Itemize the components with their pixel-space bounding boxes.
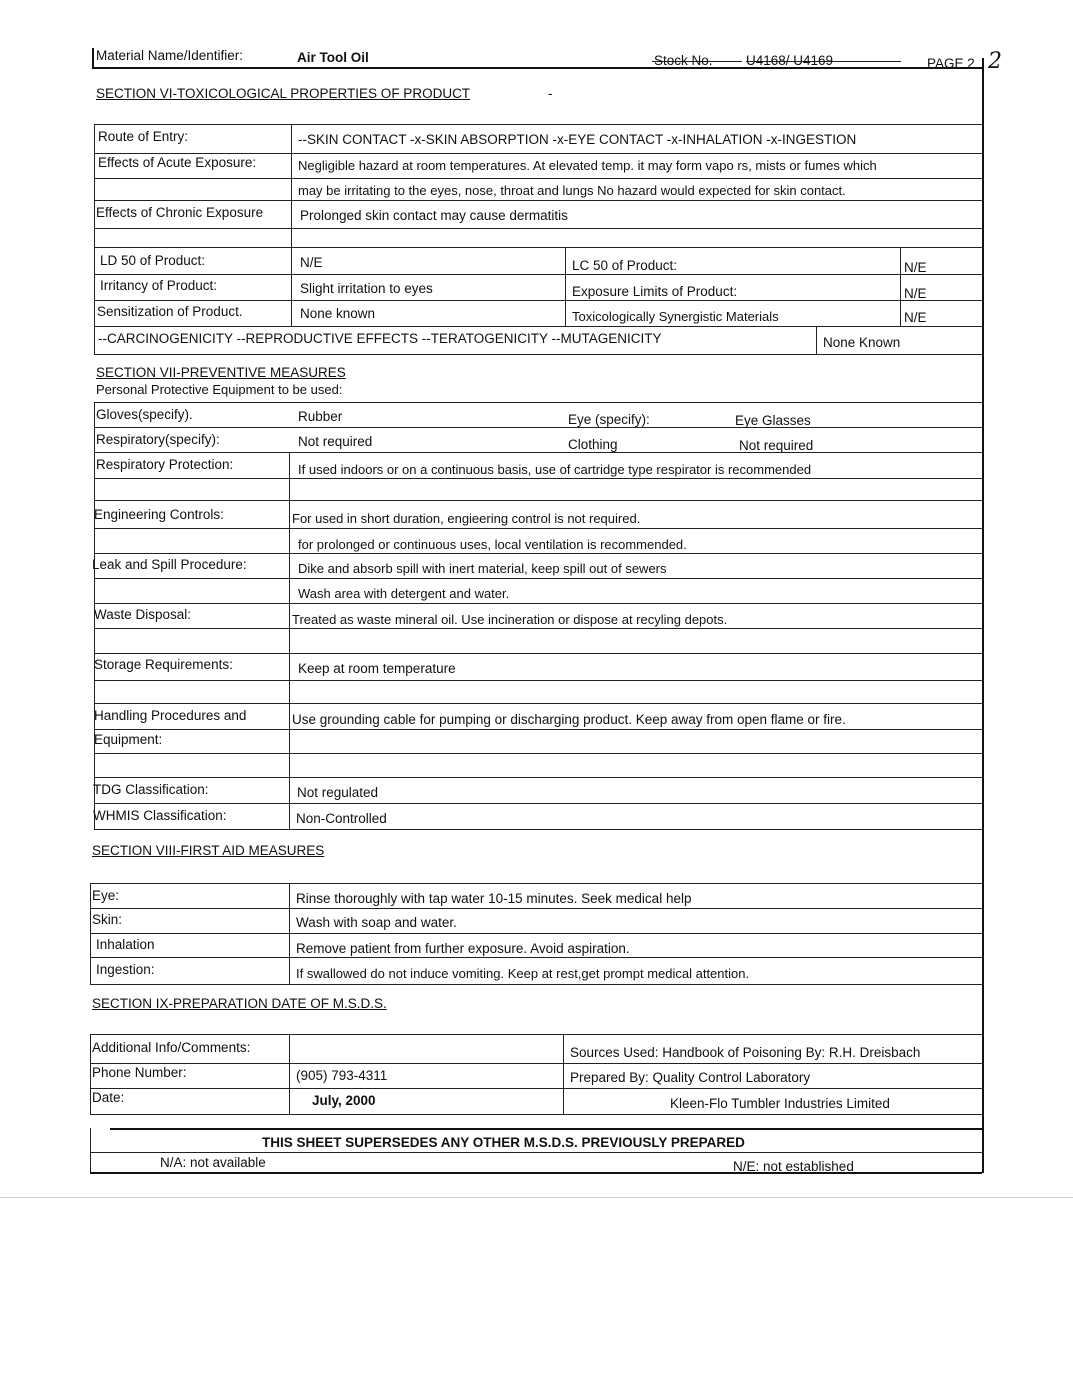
storage-label: Storage Requirements:	[94, 657, 233, 672]
tdg-label: TDG Classification:	[93, 782, 209, 797]
leak-spill-label: Leak and Spill Procedure:	[92, 557, 247, 572]
ppe-label: Personal Protective Equipment to be used:	[96, 382, 343, 397]
respiratory-label: Respiratory(specify):	[96, 432, 220, 447]
respiratory-value: Not required	[298, 434, 373, 449]
whmis-value: Non-Controlled	[296, 811, 387, 826]
gloves-label: Gloves(specify).	[96, 407, 193, 422]
material-value: Air Tool Oil	[297, 50, 369, 65]
prepared-by-value: Prepared By: Quality Control Laboratory	[570, 1070, 811, 1085]
carcinogenicity-label: --CARCINOGENICITY --REPRODUCTIVE EFFECTS --TERATOGENICITY --MUTAGENICITY	[98, 331, 662, 346]
storage-value: Keep at room temperature	[298, 661, 456, 676]
first-aid-skin-label: Skin:	[92, 912, 123, 927]
acute-value-2: may be irritating to the eyes, nose, throat and lungs No hazard would expected for skin contact.	[298, 183, 846, 198]
resp-protection-value: If used indoors or on a continuous basis, use of cartridge type respirator is recommended	[298, 462, 812, 477]
sensitization-value: None known	[300, 306, 376, 321]
stock-label: Stock No.	[654, 53, 713, 68]
leak-spill-value-2: Wash area with detergent and water.	[298, 586, 510, 601]
eye-protection-label: Eye (specify):	[568, 412, 650, 427]
phone-value: (905) 793-4311	[296, 1068, 388, 1083]
first-aid-ingestion-label: Ingestion:	[96, 962, 155, 977]
acute-label: Effects of Acute Exposure:	[98, 155, 257, 170]
exposure-value: N/E	[904, 286, 927, 301]
synergistic-label: Toxicologically Synergistic Materials	[572, 309, 779, 324]
waste-disposal-label: Waste Disposal:	[94, 607, 192, 622]
resp-protection-label: Respiratory Protection:	[96, 457, 234, 472]
first-aid-inhalation-label: Inhalation	[96, 937, 155, 952]
leak-spill-value-1: Dike and absorb spill with inert material, keep spill out of sewers	[298, 561, 667, 576]
section-8-title: SECTION VIII-FIRST AID MEASURES	[92, 843, 325, 858]
ne-note: N/E: not established	[733, 1159, 854, 1174]
company-value: Kleen-Flo Tumbler Industries Limited	[670, 1096, 890, 1111]
irritancy-label: Irritancy of Product:	[100, 278, 218, 293]
handling-value: Use grounding cable for pumping or discharging product. Keep away from open flame or fire.	[292, 712, 846, 727]
page-number: PAGE 2	[927, 56, 975, 71]
section-7-title: SECTION VII-PREVENTIVE MEASURES	[96, 365, 346, 380]
supersedes-note: THIS SHEET SUPERSEDES ANY OTHER M.S.D.S. PREVIOUSLY PREPARED	[262, 1135, 745, 1150]
sources-value: Sources Used: Handbook of Poisoning By: R.H. Dreisbach	[570, 1045, 921, 1060]
lc50-value: N/E	[904, 260, 927, 275]
first-aid-skin-value: Wash with soap and water.	[296, 915, 457, 930]
acute-value-1: Negligible hazard at room temperatures. At elevated temp. it may form vapo rs, mists or fumes which	[298, 158, 877, 173]
lc50-label: LC 50 of Product:	[572, 258, 678, 273]
irritancy-value: Slight irritation to eyes	[300, 281, 433, 296]
stock-value: U4168/ U4169	[746, 53, 834, 68]
ld50-value: N/E	[300, 255, 323, 270]
material-label: Material Name/Identifier:	[96, 48, 244, 63]
carcinogenicity-value: None Known	[823, 335, 901, 350]
engineering-label: Engineering Controls:	[94, 507, 224, 522]
first-aid-eye-value: Rinse thoroughly with tap water 10-15 minutes. Seek medical help	[296, 891, 692, 906]
gloves-value: Rubber	[298, 409, 343, 424]
chronic-label: Effects of Chronic Exposure	[96, 205, 264, 220]
first-aid-eye-label: Eye:	[92, 888, 120, 903]
engineering-value-1: For used in short duration, engieering control is not required.	[292, 511, 641, 526]
sensitization-label: Sensitization of Product.	[97, 304, 243, 319]
ld50-label: LD 50 of Product:	[100, 253, 206, 268]
na-note: N/A: not available	[160, 1155, 266, 1170]
handling-label-2: Equipment:	[94, 732, 163, 747]
synergistic-value: N/E	[904, 310, 927, 325]
clothing-label: Clothing	[568, 437, 618, 452]
section-9-title: SECTION IX-PREPARATION DATE OF M.S.D.S.	[92, 996, 387, 1011]
date-value: July, 2000	[312, 1093, 376, 1108]
phone-label: Phone Number:	[92, 1065, 187, 1080]
additional-info-label: Additional Info/Comments:	[92, 1040, 251, 1055]
engineering-value-2: for prolonged or continuous uses, local ventilation is recommended.	[298, 537, 687, 552]
first-aid-inhalation-value: Remove patient from further exposure. Avoid aspiration.	[296, 941, 630, 956]
exposure-label: Exposure Limits of Product:	[572, 284, 738, 299]
handling-label-1: Handling Procedures and	[94, 708, 247, 723]
first-aid-ingestion-value: If swallowed do not induce vomiting. Keep at rest,get prompt medical attention.	[296, 966, 750, 981]
scan-edge-line	[0, 1197, 1073, 1198]
section-6-title: SECTION VI-TOXICOLOGICAL PROPERTIES OF PRODUCT	[96, 86, 471, 101]
section-6-mark: -	[548, 86, 553, 101]
chronic-value: Prolonged skin contact may cause dermatitis	[300, 208, 568, 223]
tdg-value: Not regulated	[297, 785, 379, 800]
route-value: --SKIN CONTACT -x-SKIN ABSORPTION -x-EYE CONTACT -x-INHALATION -x-INGESTION	[298, 132, 857, 147]
date-label: Date:	[92, 1090, 125, 1105]
handwritten-page-mark: 2	[988, 49, 1002, 74]
eye-protection-value: Eye Glasses	[735, 413, 811, 428]
clothing-value: Not required	[739, 438, 814, 453]
route-label: Route of Entry:	[98, 129, 189, 144]
whmis-label: WHMIS Classification:	[93, 808, 227, 823]
waste-disposal-value: Treated as waste mineral oil. Use incineration or dispose at recyling depots.	[292, 612, 728, 627]
